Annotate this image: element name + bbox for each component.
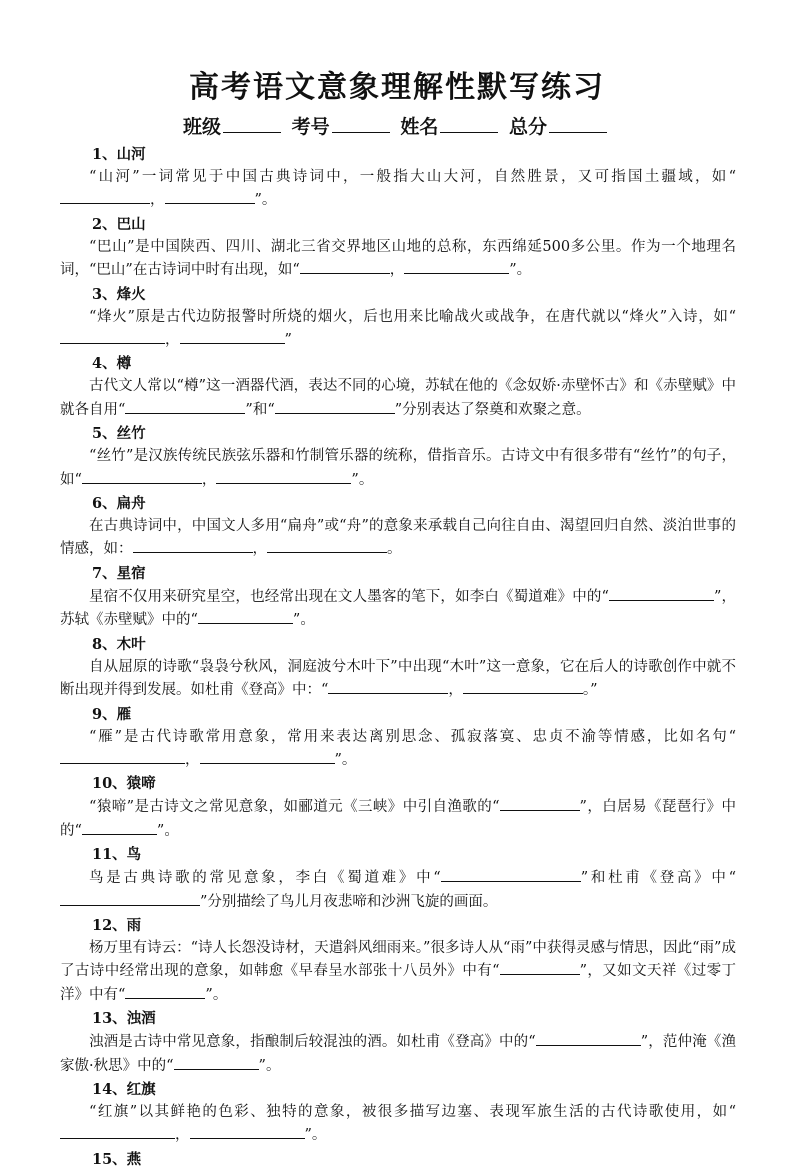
question-heading: 14、红旗 — [92, 1080, 156, 1098]
answer-blank[interactable] — [328, 678, 448, 694]
answer-blank[interactable] — [536, 1030, 641, 1046]
question-text-segment: ， — [252, 541, 267, 558]
question-list — [60, 144, 736, 1171]
question-text-segment: “猿啼”是古诗文之常见意象，如郦道元《三峡》中引自渔歌的“ — [89, 799, 500, 816]
answer-blank[interactable] — [404, 258, 509, 274]
question-heading: 7、星宿 — [92, 564, 146, 582]
question-heading: 2、巴山 — [92, 215, 146, 233]
question-text-segment: “烽火”原是古代边防报警时所烧的烟火，后也用来比喻战火或战争，在唐代就以“烽火”入诗，如“ — [89, 308, 736, 325]
question-heading: 1、山河 — [92, 146, 146, 163]
answer-blank[interactable] — [133, 537, 253, 553]
answer-blank[interactable] — [60, 328, 165, 344]
question-text-segment: 在古典诗词中，中国文人多用“扁舟”或“舟”的意象来承载自己向往自由、渴望回归自然、淡泊世事的情感，如： — [60, 518, 736, 558]
question-heading: 8、木叶 — [92, 635, 146, 653]
exam-number-label: 考号 — [291, 116, 330, 138]
question-text-segment: “巴山”是中国陕西、四川、湖北三省交界地区山地的总称，东西绵延500多公里。作为一个地理名词，“巴山”在古诗词中时有出现，如“ — [60, 238, 736, 279]
question-text — [60, 306, 736, 352]
question-heading: 11、鸟 — [92, 846, 142, 864]
question-text — [60, 866, 736, 913]
name-blank[interactable] — [440, 114, 498, 133]
answer-blank[interactable] — [180, 328, 285, 344]
answer-blank[interactable] — [216, 468, 351, 484]
class-blank[interactable] — [223, 114, 281, 133]
answer-blank[interactable] — [500, 959, 580, 975]
answer-blank[interactable] — [174, 1054, 259, 1070]
question-text-segment: ”。 — [254, 192, 277, 209]
question-text-segment: ”。 — [258, 1057, 281, 1074]
question-heading: 3、烽火 — [92, 285, 146, 303]
question-text-segment: ”。 — [292, 612, 315, 629]
question-text — [60, 445, 736, 491]
student-info-line — [0, 112, 794, 139]
answer-blank[interactable] — [463, 678, 583, 694]
question-text-segment: 。” — [582, 682, 598, 699]
answer-blank[interactable] — [441, 866, 581, 882]
question-text-segment: ， — [165, 332, 180, 349]
question-heading: 9、雁 — [92, 705, 132, 723]
page-title: 高考语文意象理解性默写练习 — [189, 70, 605, 105]
question-text-segment: 。 — [387, 541, 402, 558]
exam-number-blank[interactable] — [332, 114, 390, 133]
question-heading: 4、樽 — [92, 355, 132, 373]
question-heading: 15、燕 — [92, 1150, 142, 1168]
question-text-segment: ”。 — [156, 822, 179, 839]
answer-blank[interactable] — [267, 537, 387, 553]
answer-blank[interactable] — [200, 748, 335, 764]
question-text-segment: ”分别描绘了鸟儿月夜悲啼和沙洲飞旋的画面。 — [200, 893, 498, 910]
answer-blank[interactable] — [198, 608, 293, 624]
question-text — [60, 166, 736, 212]
question-text-segment: ”和杜甫《登高》中“ — [580, 870, 736, 887]
question-text-segment: ， — [201, 471, 217, 488]
question-text-segment: ”。 — [334, 751, 357, 768]
question-text — [60, 515, 736, 561]
question-text-segment: 星宿不仅用来研究星空，也经常出现在文人墨客的笔下，如李白《蜀道难》中的“ — [89, 588, 609, 605]
question-text — [60, 726, 736, 772]
question-text — [60, 656, 736, 702]
question-text-segment: ”，又如文天祥《过零丁洋》中有“ — [60, 963, 736, 1003]
question-text-segment: ”，白居易《琵琶行》中的“ — [60, 799, 736, 839]
question-heading: 10、猿啼 — [92, 775, 156, 793]
question-text — [60, 937, 736, 1006]
question-text-segment: ” — [284, 332, 292, 349]
answer-blank[interactable] — [60, 1123, 175, 1139]
question-heading: 13、浊酒 — [92, 1010, 156, 1028]
question-text-segment: ”，范仲淹《渔家傲·秋思》中的“ — [60, 1034, 736, 1074]
question-heading: 6、扁舟 — [92, 495, 146, 513]
name-label: 姓名 — [400, 116, 439, 138]
answer-blank[interactable] — [190, 1123, 305, 1139]
question-text-segment: ， — [150, 192, 165, 209]
question-text — [60, 795, 736, 842]
answer-blank[interactable] — [275, 398, 395, 414]
answer-blank[interactable] — [60, 890, 200, 906]
question-text-segment: ”。 — [304, 1127, 327, 1144]
question-heading: 5、丝竹 — [92, 425, 146, 443]
question-text — [60, 585, 736, 632]
question-text-segment: 古代文人常以“樽”这一酒器代酒，表达不同的心境，苏轼在他的《念奴娇·赤壁怀古》和《赤壁赋》中就各自用“ — [60, 378, 736, 418]
answer-blank[interactable] — [165, 188, 255, 204]
question-text-segment: ， — [175, 1127, 190, 1144]
question-text-segment: 杨万里有诗云：“诗人长怨没诗材，天遣斜风细雨来。”很多诗人从“雨”中获得灵感与情思，因此“雨”成了古诗中经常出现的意象，如韩愈《早春呈水部张十八员外》中有“ — [60, 939, 736, 980]
question-text-segment: 自从屈原的诗歌“袅袅兮秋风，洞庭波兮木叶下”中出现“木叶”这一意象，它在后人的诗歌创作中就不断出现并得到发展。如杜甫《登高》中：“ — [60, 658, 736, 699]
question-text-segment: ， — [389, 262, 405, 279]
question-text-segment: 浊酒是古诗中常见意象，指酿制后较混浊的酒。如杜甫《登高》中的“ — [89, 1034, 536, 1051]
question-text — [60, 236, 736, 282]
question-text-segment: ”，苏轼《赤壁赋》中的“ — [60, 588, 736, 629]
question-text — [60, 375, 736, 421]
question-text-segment: ”。 — [351, 471, 374, 488]
question-text-segment: ”。 — [205, 986, 228, 1003]
question-text-segment: “雁”是古代诗歌常用意象，常用来表达离别思念、孤寂落寞、忠贞不渝等情感，比如名句“ — [89, 728, 736, 745]
question-text-segment: ， — [448, 682, 463, 699]
answer-blank[interactable] — [125, 983, 205, 999]
score-blank[interactable] — [549, 114, 607, 133]
score-label: 总分 — [508, 116, 547, 138]
question-text-segment: “山河”一词常见于中国古典诗词中，一般指大山大河，自然胜景，又可指国土疆域，如“ — [89, 169, 736, 185]
question-text-segment: ”。 — [509, 262, 532, 279]
answer-blank[interactable] — [82, 468, 202, 484]
question-text-segment: 鸟是古典诗歌的常见意象，李白《蜀道难》中“ — [89, 870, 441, 887]
question-text-segment: “丝竹”是汉族传统民族弦乐器和竹制管乐器的统称，借指音乐。古诗文中有很多带有“丝竹”的句子，如“ — [60, 448, 736, 488]
answer-blank[interactable] — [300, 258, 390, 274]
question-heading: 12、雨 — [92, 916, 142, 934]
question-text-segment: ”分别表达了祭奠和欢聚之意。 — [394, 401, 591, 418]
question-text-segment: ， — [185, 751, 200, 768]
answer-blank[interactable] — [60, 748, 185, 764]
answer-blank[interactable] — [125, 398, 245, 414]
answer-blank[interactable] — [82, 819, 157, 835]
answer-blank[interactable] — [60, 188, 150, 204]
answer-blank[interactable] — [609, 585, 714, 601]
question-text-segment: “红旗”以其鲜艳的色彩、独特的意象，被很多描写边塞、表现军旅生活的古代诗歌使用，如“ — [89, 1103, 736, 1120]
question-text-segment: ”和“ — [245, 401, 275, 418]
question-text — [60, 1101, 736, 1147]
answer-blank[interactable] — [500, 795, 580, 811]
question-text — [60, 1030, 736, 1077]
class-label: 班级 — [183, 116, 222, 138]
